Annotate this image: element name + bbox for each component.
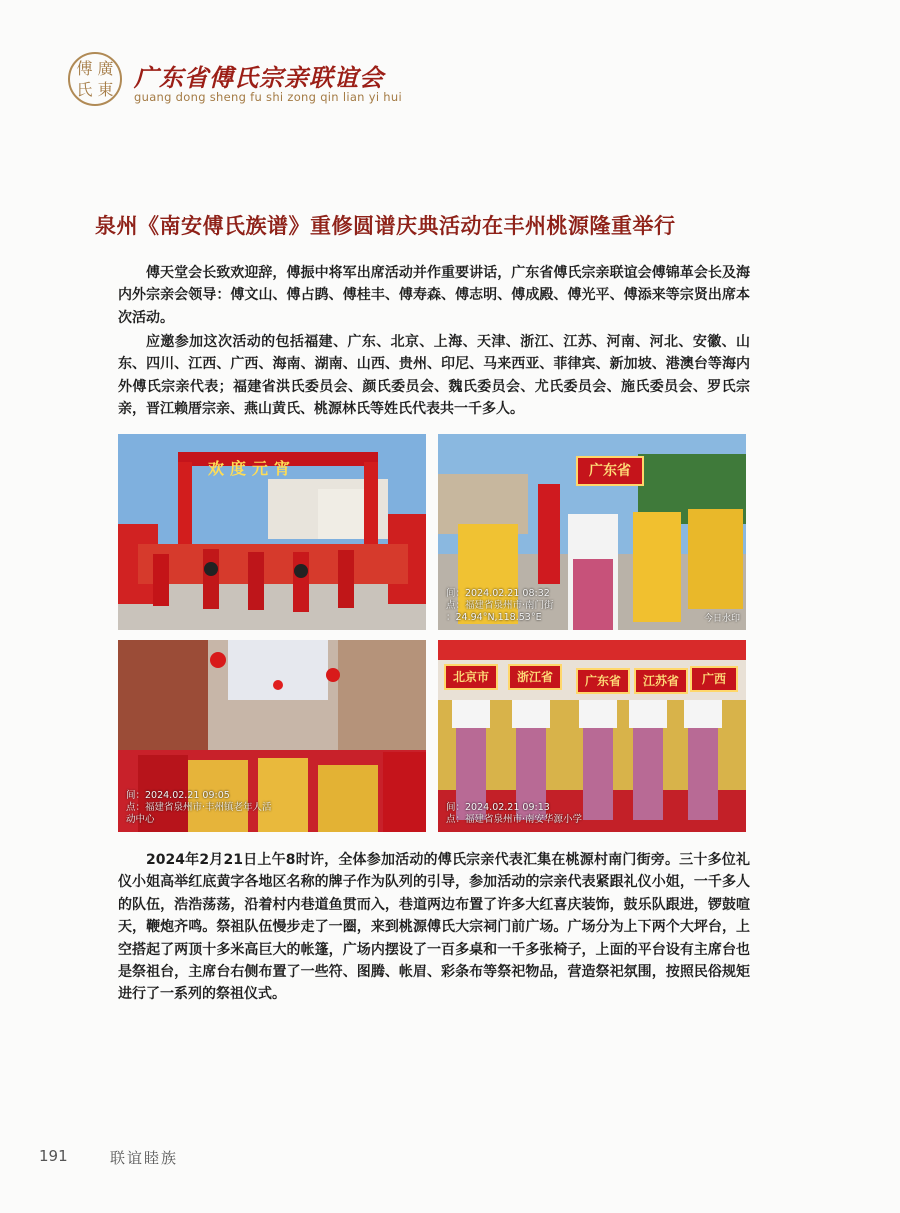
footer-section-label: 联谊睦族 <box>110 1149 179 1167</box>
seal-char: 東 <box>97 79 114 99</box>
seal-char: 廣 <box>97 58 114 78</box>
region-sign: 江苏省 <box>634 668 688 694</box>
org-name: 广东省傅氏宗亲联谊会 <box>134 63 384 92</box>
region-sign: 北京市 <box>444 664 498 690</box>
watermark-location: 点：福建省泉州市·南安华源小学 <box>446 814 583 825</box>
article-paragraph: 傅天堂会长致欢迎辞，傅振中将军出席活动并作重要讲话，广东省傅氏宗亲联谊会傅锦革会长及海内外宗亲会领导：傅文山、傅占鹍、傅桂丰、傅寿森、傅志明、傅成殿、傅光平、傅添来等宗贤出席本次活动。 <box>118 265 750 326</box>
photo-watermark <box>126 790 272 826</box>
watermark-coords: ：24.94°N,118.53°E <box>446 612 542 623</box>
article-paragraph: 应邀参加这次活动的包括福建、广东、北京、上海、天津、浙江、江苏、河南、河北、安徽、山东、四川、江西、广西、海南、湖南、山西、贵州、印尼、马来西亚、菲律宾、新加坡、港澳台等海内外傅氏宗亲代表；福建省洪氏委员会、颜氏委员会、魏氏委员会、尤氏委员会、施氏委员会、罗氏宗亲，晋江赖厝宗亲、燕山黄氏、桃源林氏等姓氏代表共一千多人。 <box>118 334 750 418</box>
region-sign: 浙江省 <box>508 664 562 690</box>
article-title: 泉州《南安傅氏族谱》重修圆谱庆典活动在丰州桃源隆重举行 <box>95 214 676 238</box>
arch-banner-text: 欢度元宵 <box>208 459 297 478</box>
seal-char: 傅 <box>76 58 93 78</box>
watermark-location-cont: 动中心 <box>126 814 155 825</box>
photo-lantern-street <box>118 640 426 832</box>
page-header <box>68 52 488 112</box>
article-paragraph: 2024年2月21日上午8时许，全体参加活动的傅氏宗亲代表汇集在桃源村南门街旁。三十多位礼仪小姐高举红底黄字各地区名称的牌子作为队列的引导，参加活动的宗亲代表紧跟礼仪小姐，一千多人的队伍，浩浩荡荡，沿着村内巷道鱼贯而入，巷道两边布置了许多大红喜庆装饰，鼓乐队跟进，锣鼓喧天，鞭炮齐鸣。祭祖队伍慢步走了一圈，来到桃源傅氏大宗祠门前广场。广场分为上下两个大坪台，上空搭起了两顶十多米高巨大的帐篷，广场内摆设了一百多桌和一千多张椅子，上面的平台设有主席台也是祭祖台，主席台右侧布置了一些符、图腾、帐眉、彩条布等祭祀物品，营造祭祀氛围，按照民俗规矩进行了一系列的祭祖仪式。 <box>118 852 750 1003</box>
region-sign: 广西 <box>690 666 738 692</box>
seal-char: 氏 <box>76 79 93 99</box>
province-sign: 广东省 <box>576 456 644 486</box>
watermark-brand: 今日水印 <box>703 614 740 624</box>
page-number: 191 <box>39 1147 68 1165</box>
photo-welcome-arch <box>118 434 426 630</box>
watermark-location: 点：福建省泉州市·南门街 <box>446 600 554 611</box>
region-sign: 广东省 <box>576 668 630 694</box>
org-pinyin: guang dong sheng fu shi zong qin lian yi hui <box>134 90 402 104</box>
watermark-time: 间：2024.02.21 09:05 <box>126 790 230 801</box>
watermark-time: 间：2024.02.21 08:32 <box>446 588 550 599</box>
photo-guangdong-delegation <box>438 434 746 630</box>
photo-watermark <box>446 588 554 624</box>
photo-etiquette-ladies <box>438 640 746 832</box>
org-seal-logo <box>68 52 122 106</box>
watermark-time: 间：2024.02.21 09:13 <box>446 802 550 813</box>
photo-watermark <box>446 802 582 826</box>
watermark-location: 点：福建省泉州市·丰州镇老年人活 <box>126 802 272 813</box>
